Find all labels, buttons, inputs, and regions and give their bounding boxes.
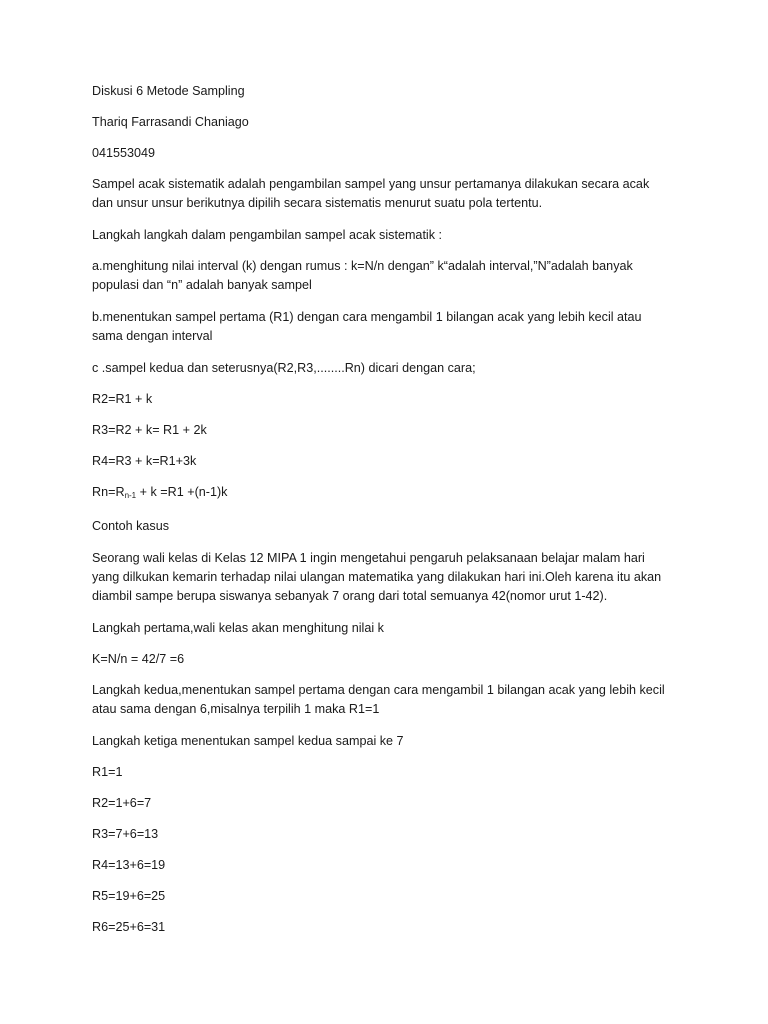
step-a: a.menghitung nilai interval (k) dengan rumus : k=N/n dengan” k“adalah interval,”N”adalah banyak populasi dan “n” adalah banyak sampel xyxy=(92,259,633,292)
steps-heading: Langkah langkah dalam pengambilan sampel acak sistematik : xyxy=(92,228,443,242)
step-c: c .sampel kedua dan seterusnya(R2,R3,........Rn) dicari dengan cara; xyxy=(92,361,476,375)
case-heading: Contoh kasus xyxy=(92,519,170,533)
document-title: Diskusi 6 Metode Sampling xyxy=(92,84,245,98)
result-line: R1=1 xyxy=(92,765,123,779)
formula-r2: R2=R1 + k xyxy=(92,392,153,406)
student-id: 041553049 xyxy=(92,146,156,160)
result-line: R4=13+6=19 xyxy=(92,858,166,872)
step-b: b.menentukan sampel pertama (R1) dengan cara mengambil 1 bilangan acak yang lebih kecil atau sama dengan interval xyxy=(92,310,642,343)
case-step-3: Langkah ketiga menentukan sampel kedua sampai ke 7 xyxy=(92,734,404,748)
author-name: Thariq Farrasandi Chaniago xyxy=(92,115,249,129)
result-line: R5=19+6=25 xyxy=(92,889,166,903)
formula-rn-subscript: n-1 xyxy=(124,491,137,500)
case-k-value: K=N/n = 42/7 =6 xyxy=(92,652,185,666)
formula-r4: R4=R3 + k=R1+3k xyxy=(92,454,197,468)
document-page xyxy=(92,82,672,949)
case-step-1: Langkah pertama,wali kelas akan menghitung nilai k xyxy=(92,621,384,635)
case-text: Seorang wali kelas di Kelas 12 MIPA 1 ingin mengetahui pengaruh pelaksanaan belajar malam hari yang dilkukan kemarin terhadap nilai ulangan matematika yang dilakukan hari ini.Oleh karena itu akan diambil sampe berupa siswanya sebanyak 7 orang dari total semuanya 42(nomor urut 1-42). xyxy=(92,551,662,603)
case-step-2: Langkah kedua,menentukan sampel pertama dengan cara mengambil 1 bilangan acak yang lebih kecil atau sama dengan 6,misalnya terpilih 1 maka R1=1 xyxy=(92,683,665,716)
formula-rn-suffix: + k =R1 +(n-1)k xyxy=(136,485,228,499)
formula-r3: R3=R2 + k= R1 + 2k xyxy=(92,423,207,437)
result-line: R6=25+6=31 xyxy=(92,920,166,934)
formula-rn-prefix: Rn=R xyxy=(92,485,125,499)
result-line: R2=1+6=7 xyxy=(92,796,152,810)
intro-paragraph: Sampel acak sistematik adalah pengambilan sampel yang unsur pertamanya dilakukan secara acak dan unsur unsur berikutnya dipilih secara sistematis menurut suatu pola tertentu. xyxy=(92,177,650,210)
result-line: R3=7+6=13 xyxy=(92,827,159,841)
formula-rn xyxy=(92,483,672,505)
